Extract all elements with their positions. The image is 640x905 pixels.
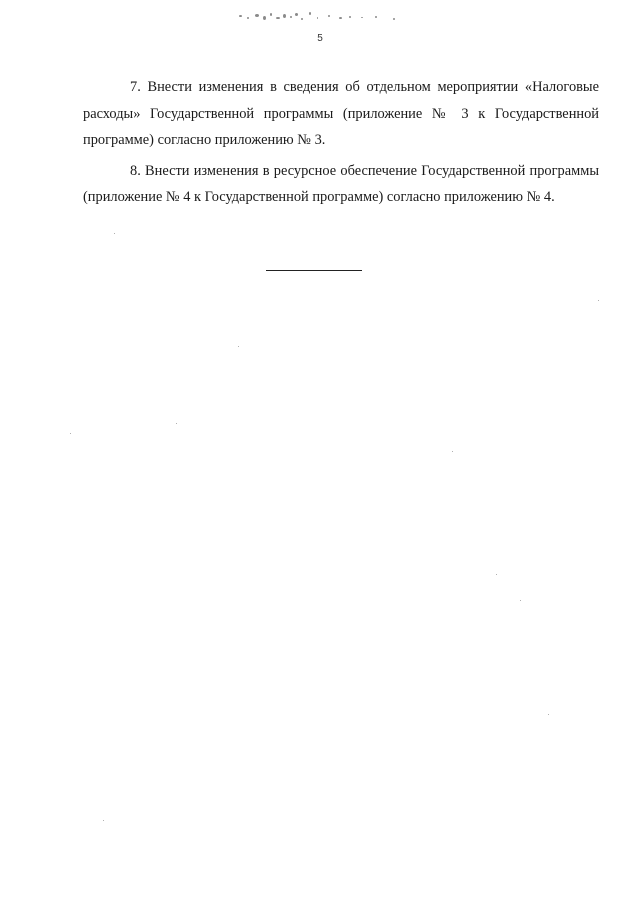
paragraph-7: 7. Внести изменения в сведения об отдельном мероприятии «Налоговые расходы» Государственной программы (приложение № 3 к Государственной программе) согласно приложению № 3. — [83, 79, 599, 148]
paragraph-8: 8. Внести изменения в ресурсное обеспечение Государственной программы (приложение № 4 к Государственной программе) согласно приложению № 4. — [83, 162, 599, 205]
scan-artifact — [235, 8, 405, 26]
page-number: 5 — [317, 33, 323, 44]
document-body — [83, 74, 599, 215]
separator-line — [266, 270, 362, 271]
